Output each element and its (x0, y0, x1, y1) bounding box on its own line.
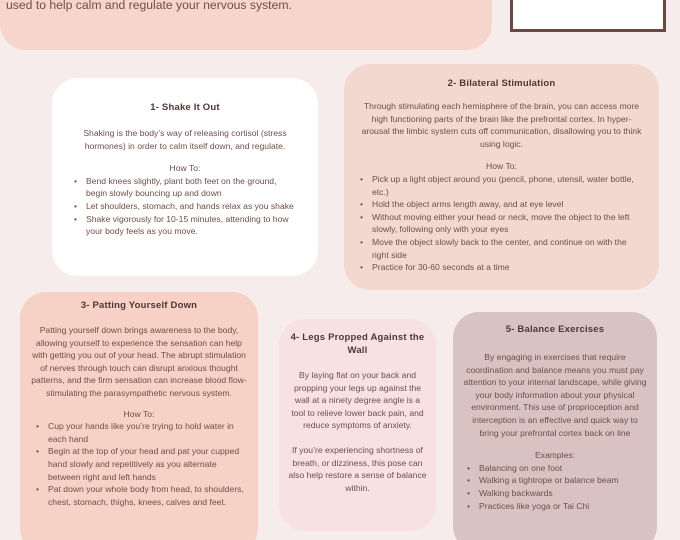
legs-against-wall-card (279, 319, 436, 531)
list-item: • Cup your hands like you’re trying to hold water in each hand (36, 420, 246, 445)
card-title: 1- Shake It Out (150, 102, 220, 113)
examples-list (467, 462, 647, 512)
list-item: • Balancing on one foot (467, 462, 647, 475)
howto-label: How To: (169, 163, 201, 174)
list-item: • Practice for 30-60 seconds at a time (360, 261, 645, 274)
card-description: By laying flat on your back and propping your legs up against the wall at a ninety degree angle is a tool to relieve lower back pain, and reduce symptoms of anxiety. (291, 370, 424, 431)
shake-it-out-card (52, 78, 318, 276)
card-description: By engaging in exercises that require coordination and balance means you must pay attention to your internal landscape, while giving your body information about your physical environment. This use of proprioception and interception is an effective and quick way to bring your prefrontal cortex back on line (463, 352, 647, 438)
list-item: • Walking backwards (467, 487, 647, 500)
list-item: • Pick up a light object around you (pencil, phone, utensil, water bottle, etc.) (360, 173, 645, 198)
card-title: 5- Balance Exercises (505, 324, 605, 335)
steps-list (74, 175, 298, 238)
card-description: Patting yourself down brings awareness to the body, allowing yourself to experience the sensation can help with getting you out of your head. The abrupt stimulation of nerves through touch can disrupt anxious thought patterns, and the firm sensation can increase blood flow- stimulating the parasympathetic nervous system. (31, 325, 247, 398)
list-item: • Hold the object arms length away, and at eye level (360, 198, 645, 211)
list-item: • Without moving either your head or neck, move the object to the left slowly, following only with your eyes (360, 211, 645, 236)
card-title: 4- Legs Propped Against the Wall (290, 332, 425, 356)
steps-list (360, 173, 645, 274)
list-item: • Walking a tightrope or balance beam (467, 474, 647, 487)
list-item: • Practices like yoga or Tai Chi (467, 500, 647, 513)
examples-label: Examples: (534, 450, 576, 461)
intro-text: used to help calm and regulate your nervous system. (6, 0, 292, 12)
howto-label: How To: (123, 408, 155, 419)
card-description: Through stimulating each hemisphere of the brain, you can access more high functioning parts of the brain like the prefrontal cortex. In hyper-arousal the limbic system cuts off communication, disallowing you to think using logic. (361, 101, 642, 149)
list-item: • Let shoulders, stomach, and hands relax as you shake (74, 200, 298, 213)
list-item: • Move the object slowly back to the center, and continue on with the right side (360, 236, 645, 261)
bilateral-stimulation-card (344, 64, 659, 290)
list-item: • Bend knees slightly, plant both feet on the ground, begin slowly bouncing up and down (74, 175, 298, 200)
card-description: Shaking is the body’s way of releasing cortisol (stress hormones) in order to calm itself down, and regulate. (83, 128, 287, 151)
list-item: • Begin at the top of your head and pat your cupped hand slowly and repetitively as you alternate between right and left hands (36, 445, 246, 483)
list-item: • Shake vigorously for 10-15 minutes, attending to how your body feels as you move. (74, 213, 298, 238)
list-item: • Pat down your whole body from head, to shoulders, chest, stomach, thighs, knees, calves and feet. (36, 483, 246, 508)
balance-exercises-card (453, 312, 657, 540)
steps-list (36, 420, 246, 508)
howto-label: How To: (486, 161, 517, 172)
card-title: 3- Patting Yourself Down (80, 300, 198, 311)
card-title: 2- Bilateral Stimulation (447, 78, 556, 89)
patting-yourself-down-card (20, 292, 258, 540)
intro-card (0, 0, 492, 50)
decorative-frame (510, 0, 666, 32)
card-note: If you’re experiencing shortness of breath, or dizziness, this pose can also help restore a sense of balance within. (288, 444, 427, 493)
